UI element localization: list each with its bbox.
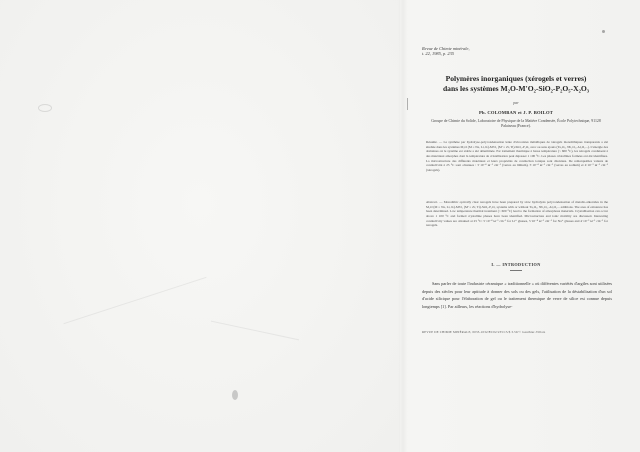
section-heading: I. — INTRODUCTION <box>491 262 541 267</box>
journal-reference <box>422 46 470 57</box>
journal-volume: t. 22, 1985, p. 235 <box>422 51 454 57</box>
article-page <box>418 0 614 452</box>
resume-paragraph: Résumé. — La synthèse par hydrolyse-polycondensation lente d'alcoolates métalliques de xérogels monolithiques transparents a été étudiée dans les systèmes M₂O (M = Na, Li, K)-M'O₂ (M' = Zr, Ti)-SiO₂-P₂O₅ avec ou sans ajouts (Ta₂O₅, Nb₂O₅, Al₂O₃...). L'énergie des domaines où le système est stable a été déterminée. Par traitement thermique à basse température (~ 600 °C), les xérogels conduisent à des matériaux amorphes dont la température de cristallisation peut dépasser 1 100 °C. Les phases cristallines formées ont été identifiées. La microstructure des différents matériaux et leurs propriétés de conduction ionique sont discutées. De remarquables valeurs de conductivité à 25 °C sont obtenues : 5·10⁻⁴ Ω⁻¹ cm⁻¹ (verres au lithium), 5·10⁻⁴ Ω⁻¹ cm⁻¹ (verres au sodium) et 4·10⁻³ Ω⁻¹ cm⁻¹ (xérogels). <box>426 140 608 172</box>
authors: Ph. COLOMBAN et J. P. BOILOT <box>478 110 554 115</box>
section-rule <box>510 270 522 271</box>
page-footer: REVUE DE CHIMIE MINÉRALE, 0035-1032/85/02/235/15/$ 3.50/© Gauthier-Villars <box>422 330 546 334</box>
introduction-paragraph <box>422 280 612 310</box>
affiliation: Groupe de Chimie du Solide, Laboratoire de Physique de la Matière Condensée, École Polytechnique, 91128 Palaiseau (France). <box>431 119 601 128</box>
page-gutter <box>398 0 408 452</box>
article-title <box>418 74 614 94</box>
title-line-1: Polymères inorganiques (xérogels et verres) <box>445 74 587 83</box>
scan-speck <box>232 390 238 400</box>
byline: par <box>513 100 519 105</box>
title-line-2: dans les systèmes M₂O-M'O₂-SiO₂-P₂O₅-X₂O₃ <box>442 84 590 93</box>
abstract-paragraph: Abstract. — Monolithic optically clear xerogels have been prepared by slow hydrolysis polycondensation of metallo-alkoxides in the M₂O (M = Na, Li, K)-M'O₂ (M' = Zr, Ti)-SiO₂-P₂O₅ systems with or without Ta₂O₅, Nb₂O₅, Al₂O₃... additions. The area of existence has been determined. Low temperature thermal treatment (~ 600 °C) lead to the formation of amorphous materials. Crystallisation can occur above 1 100 °C and formed crystalline phases have been identified. Microstructure and ionic mobility are discussed. Interesting conductivity values are obtained at 25 °C: 5·10⁻⁴ Ω⁻¹ cm⁻¹ for Li⁺ glasses, 5·10⁻⁴ Ω⁻¹ cm⁻¹ for Na⁺ glasses and 4·10⁻³ Ω⁻¹ cm⁻¹ for xerogels. <box>426 200 608 228</box>
scan-speck <box>38 104 52 112</box>
scan-mark <box>407 98 416 110</box>
introduction-text: Sans parler de toute l'industrie céramique « traditionnelle » où différentes variétés d'argiles sont utilisées depuis des siècles pour leur aptitude à donner des sols ou des gels, l'utilisation de la déstabilisation d'un sol d'acide silicique pour l'élaboration de gel ou le traitement thermique de verre de silice est connue depuis longtemps [1]. Par ailleurs, les réactions d'hydrolyse- <box>422 281 612 309</box>
journal-name: Revue de Chimie minérale, <box>422 46 470 51</box>
